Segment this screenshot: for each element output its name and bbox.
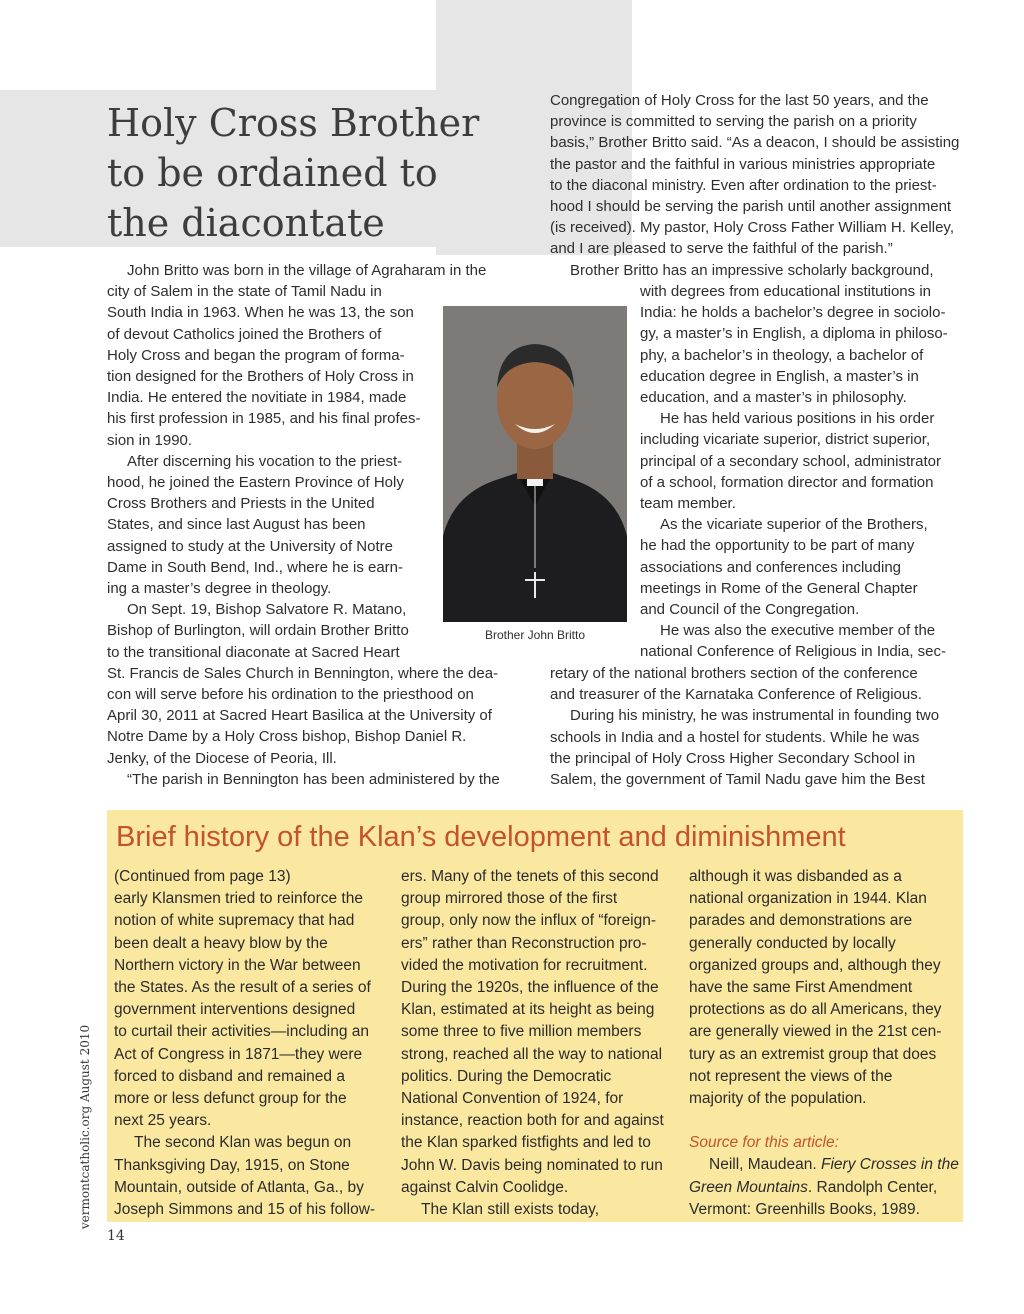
text-line: “The parish in Bennington has been administered by the <box>127 770 500 788</box>
text-line: ing a master’s degree in theology. <box>107 580 332 598</box>
spine-text: vermontcatholic.org August 2010 <box>78 1024 92 1230</box>
text-line: ers. Many of the tenets of this second <box>401 868 659 885</box>
source-line-2 <box>689 1177 961 1199</box>
text-line: Act of Congress in 1871—they were <box>114 1045 363 1063</box>
text-line: and Council of the Congregation. <box>640 601 860 619</box>
text-line: During the 1920s, the influence of the <box>401 979 659 997</box>
text-line: not represent the views of the <box>689 1067 893 1085</box>
text-line: including vicariate superior, district superior, <box>640 431 931 449</box>
source-author: Neill, Maudean. <box>709 1156 817 1174</box>
text-line: parades and demonstrations are <box>689 912 913 930</box>
text-line: Northern victory in the War between <box>114 956 361 974</box>
text-line: national organization in 1944. Klan <box>689 890 927 908</box>
text-line: early Klansmen tried to reinforce the <box>114 890 363 908</box>
text-line: city of Salem in the state of Tamil Nadu in <box>107 283 382 301</box>
sidebar-column-1 <box>114 866 389 1221</box>
text-line: associations and conferences including <box>640 558 901 576</box>
text-line: Joseph Simmons and 15 of his follow- <box>114 1201 376 1219</box>
text-line: the principal of Holy Cross Higher Secondary School in <box>550 749 916 767</box>
portrait-photo <box>443 306 627 622</box>
article-column-2-wrap <box>640 281 965 663</box>
text-line: (is received). My pastor, Holy Cross Father William H. Kelley, <box>550 219 954 237</box>
text-line: schools in India and a hostel for students. While he was <box>550 728 920 746</box>
text-line: hood, he joined the Eastern Province of Holy <box>107 474 404 492</box>
text-line: he had the opportunity to be part of many <box>640 537 915 555</box>
text-line: After discerning his vocation to the priest- <box>127 452 403 470</box>
text-line: generally conducted by locally <box>689 934 896 952</box>
text-line: St. Francis de Sales Church in Bennington, where the dea- <box>107 664 499 682</box>
text-line: been dealt a heavy blow by the <box>114 934 328 952</box>
text-line: As the vicariate superior of the Brothers, <box>660 516 928 534</box>
text-line: forced to disband and remained a <box>114 1067 345 1085</box>
text-line: tion designed for the Brothers of Holy Cross in <box>107 368 414 386</box>
text-line: organized groups and, although they <box>689 956 941 974</box>
text-line: India: he holds a bachelor’s degree in sociolo- <box>640 304 946 322</box>
text-line: the pastor and the faithful in various ministries appropriate <box>550 155 936 173</box>
text-line: vided the motivation for recruitment. <box>401 956 648 974</box>
text-line: con will serve before his ordination to the priesthood on <box>107 686 474 704</box>
text-line: protections as do all Americans, they <box>689 1001 942 1019</box>
text-line: phy, a bachelor’s in theology, a bachelor of <box>640 346 924 364</box>
source-publisher-2: Vermont: Greenhills Books, 1989. <box>689 1200 920 1218</box>
sidebar-column-3 <box>689 866 961 1221</box>
text-line: some three to five million members <box>401 1023 642 1041</box>
text-line: On Sept. 19, Bishop Salvatore R. Matano, <box>127 601 407 619</box>
article-column-2-bottom <box>550 663 965 790</box>
text-line: States, and since last August has been <box>107 516 366 534</box>
sidebar-column-2 <box>401 866 676 1221</box>
text-line: Congregation of Holy Cross for the last 50 years, and the <box>550 92 929 109</box>
text-line: notion of white supremacy that had <box>114 912 355 930</box>
text-line: government interventions designed <box>114 1001 356 1019</box>
text-line: the States. As the result of a series of <box>114 979 371 997</box>
text-line: education, and a master’s in philosophy. <box>640 389 907 407</box>
text-line: and treasurer of the Karnataka Conference of Religious. <box>550 686 922 704</box>
text-line: Klan, estimated at its height as being <box>401 1001 655 1019</box>
text-line: to the diaconal ministry. Even after ordination to the priest- <box>550 176 937 194</box>
text-line: Mountain, outside of Atlanta, Ga., by <box>114 1178 364 1196</box>
text-line: more or less defunct group for the <box>114 1090 347 1108</box>
text-line: South India in 1963. When he was 13, the son <box>107 304 414 322</box>
text-line: against Calvin Coolidge. <box>401 1178 569 1196</box>
article-headline <box>107 98 547 248</box>
text-line: The second Klan was begun on <box>134 1134 352 1152</box>
source-line-1 <box>689 1154 961 1176</box>
text-line: He was also the executive member of the <box>660 622 936 640</box>
text-line: instance, reaction both for and against <box>401 1112 664 1130</box>
text-line: group mirrored those of the first <box>401 890 618 908</box>
text-line: ers” rather than Reconstruction pro- <box>401 934 647 952</box>
text-line: Brother Britto has an impressive scholarly background, <box>570 261 934 279</box>
text-line: The Klan still exists today, <box>421 1201 600 1219</box>
text-line: John W. Davis being nominated to run <box>401 1156 663 1174</box>
sidebar-title: Brief history of the Klan’s development and diminishment <box>116 821 846 853</box>
text-line: John Britto was born in the village of Agraharam in the <box>127 262 487 279</box>
text-line: assigned to study at the University of Notre <box>107 537 393 555</box>
text-line: and I are pleased to serve the faithful of the parish.” <box>550 240 893 258</box>
text-line: tury as an extremist group that does <box>689 1045 937 1063</box>
spine-footer <box>76 1024 94 1230</box>
text-line: Notre Dame by a Holy Cross bishop, Bishop Daniel R. <box>107 728 467 746</box>
text-line: of devout Catholics joined the Brothers of <box>107 325 382 343</box>
text-line: group, only now the influx of “foreign- <box>401 912 657 930</box>
spacer <box>689 1110 961 1132</box>
text-line: to curtail their activities—including an <box>114 1023 370 1041</box>
text-line: meetings in Rome of the General Chapter <box>640 579 918 597</box>
text-line: During his ministry, he was instrumental in founding two <box>570 707 940 725</box>
text-line: basis,” Brother Britto said. “As a deacon, I should be assisting <box>550 134 960 152</box>
text-line: national Conference of Religious in India, sec- <box>640 643 947 661</box>
text-line: next 25 years. <box>114 1112 212 1130</box>
text-line: Thanksgiving Day, 1915, on Stone <box>114 1156 350 1174</box>
text-line: April 30, 2011 at Sacred Heart Basilica at the University of <box>107 707 492 725</box>
page-number: 14 <box>107 1228 125 1244</box>
source-book-title-1: Fiery Crosses in the <box>821 1156 959 1174</box>
text-line: of a school, formation director and formation <box>640 473 934 491</box>
text-line: with degrees from educational institutions in <box>640 283 931 300</box>
sidebar-column-3-body <box>689 866 961 1110</box>
text-line: gy, a master’s in English, a diploma in philoso- <box>640 325 948 343</box>
headline-line-1: Holy Cross Brother <box>107 101 480 145</box>
text-line: Holy Cross and began the program of forma- <box>107 346 405 364</box>
text-line: sion in 1990. <box>107 431 193 449</box>
article-column-2-top <box>550 90 965 281</box>
text-line: province is committed to serving the parish on a priority <box>550 113 917 131</box>
text-line: majority of the population. <box>689 1090 867 1108</box>
text-line: National Convention of 1924, for <box>401 1090 624 1108</box>
source-book-title-2: Green Mountains <box>689 1178 808 1196</box>
text-line: strong, reached all the way to national <box>401 1045 663 1063</box>
photo-caption: Brother John Britto <box>484 628 586 642</box>
text-line: Cross Brothers and Priests in the United <box>107 495 375 513</box>
source-heading: Source for this article: <box>689 1134 839 1152</box>
text-line: Bishop of Burlington, will ordain Brother Britto <box>107 622 409 640</box>
text-line: Salem, the government of Tamil Nadu gave him the Best <box>550 771 925 789</box>
text-line: are generally viewed in the 21st cen- <box>689 1023 942 1041</box>
text-line: although it was disbanded as a <box>689 868 902 885</box>
text-line: have the same First Amendment <box>689 979 913 997</box>
text-line: Dame in South Bend, Ind., where he is earn- <box>107 558 404 576</box>
portrait-illustration <box>443 306 627 622</box>
text-line: to the transitional diaconate at Sacred Heart <box>107 643 400 661</box>
text-line: hood I should be serving the parish until another assignment <box>550 198 952 216</box>
text-line: principal of a secondary school, administrator <box>640 452 941 470</box>
text-line: He has held various positions in his order <box>660 410 935 428</box>
text-line: politics. During the Democratic <box>401 1067 612 1085</box>
source-publisher-1: . Randolph Center, <box>807 1178 938 1196</box>
text-line: retary of the national brothers section of the conference <box>550 665 918 682</box>
headline-line-3: the diacontate <box>107 201 385 245</box>
text-line: India. He entered the novitiate in 1984, made <box>107 389 407 407</box>
text-line: his first profession in 1985, and his final profes- <box>107 410 421 428</box>
text-line: education degree in English, a master’s in <box>640 367 919 385</box>
text-line: the Klan sparked fistfights and led to <box>401 1134 651 1152</box>
text-line: team member. <box>640 495 736 513</box>
text-line: (Continued from page 13) <box>114 868 291 885</box>
headline-line-2: to be ordained to <box>107 151 438 195</box>
text-line: Jenky, of the Diocese of Peoria, Ill. <box>107 749 337 767</box>
